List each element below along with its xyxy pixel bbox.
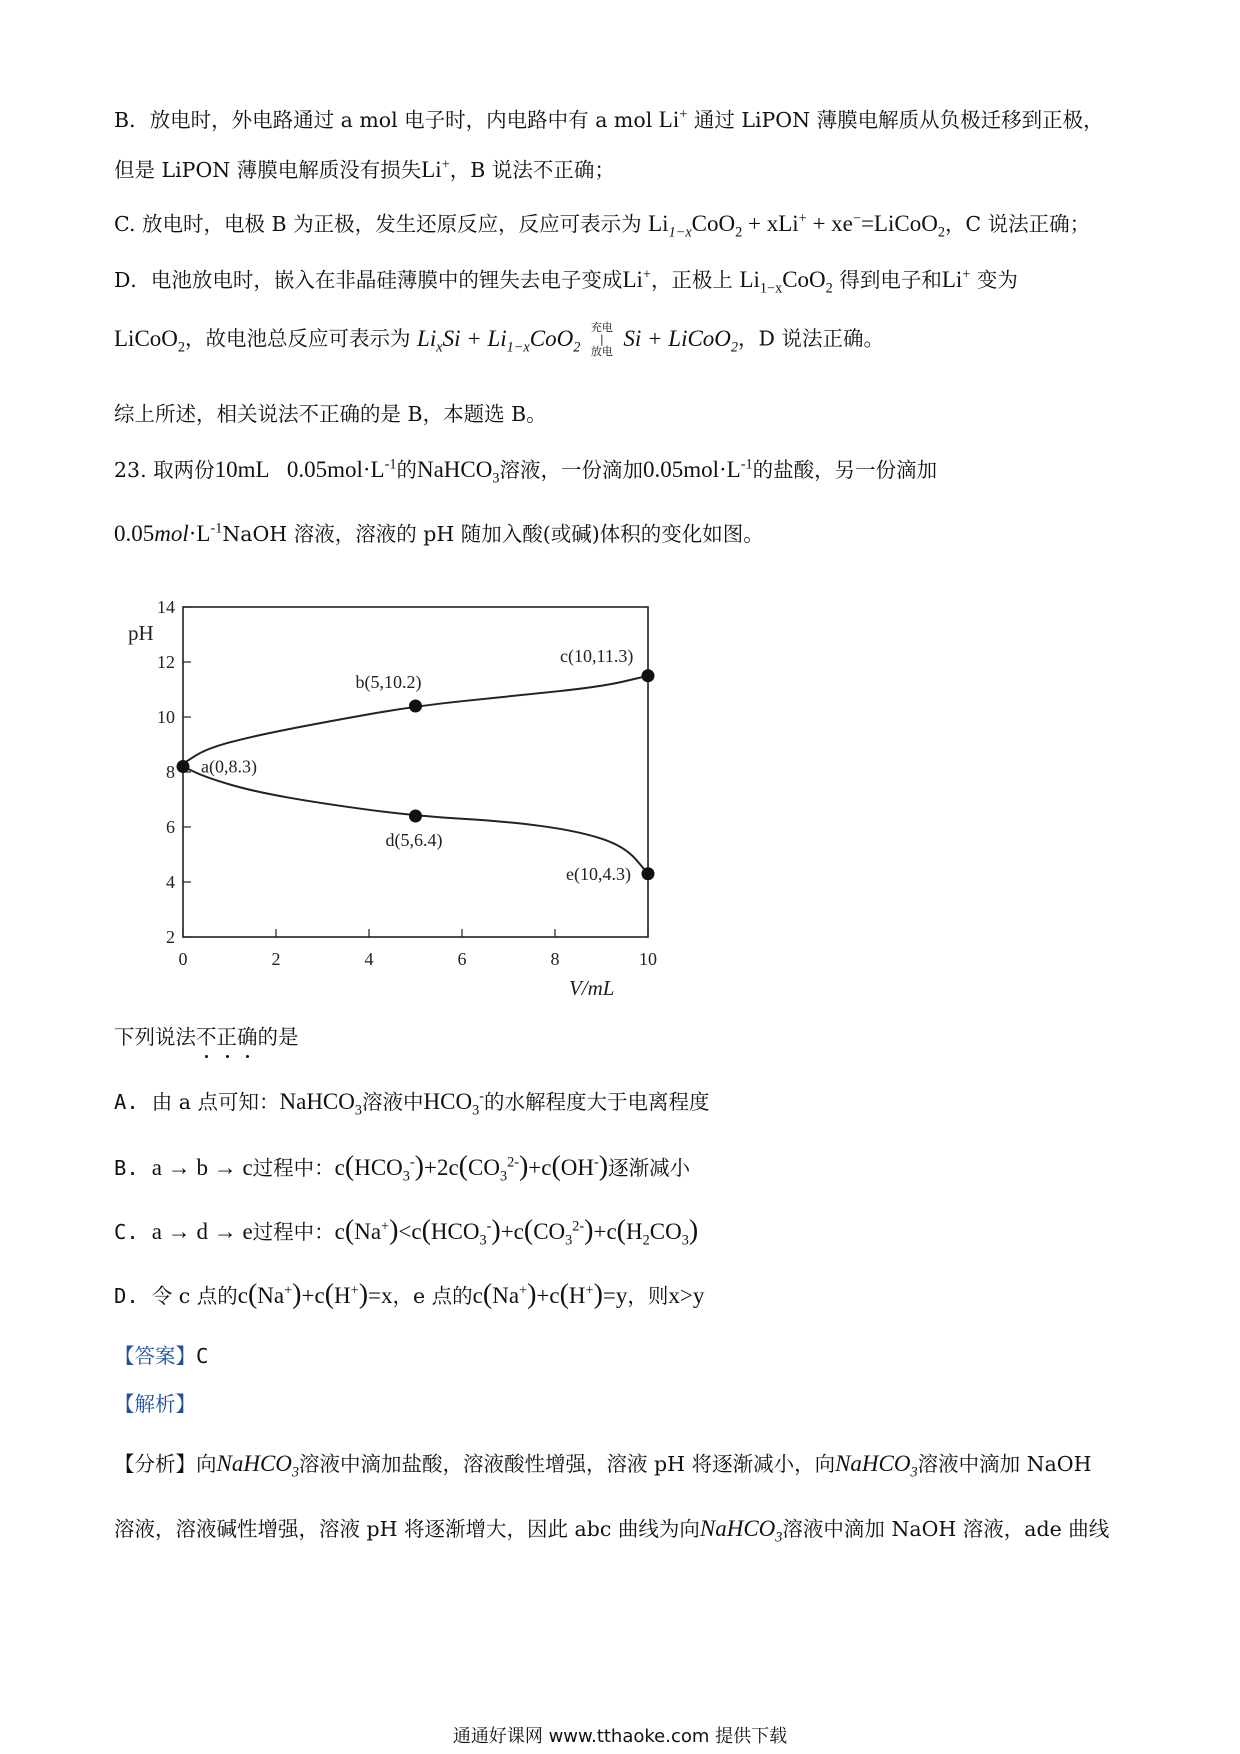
data-point xyxy=(642,867,655,880)
total-reaction-right: Si + LiCoO$_2$ xyxy=(623,325,739,356)
reversible-arrow: 充电 | 放电 xyxy=(590,321,613,358)
question-prompt xyxy=(114,1025,299,1050)
option-b xyxy=(114,1150,690,1186)
x-axis-label: V/mL xyxy=(568,976,615,1000)
arrow-bottom-label: 放电 xyxy=(590,345,613,358)
y-axis-label: pH xyxy=(128,621,154,645)
text: 取两份 xyxy=(153,458,215,482)
text: 的 xyxy=(396,458,417,482)
answer-tag: 【答案】 xyxy=(114,1344,196,1368)
text: 溶液，溶液碱性增强，溶液 pH 将逐渐增大，因此 abc 曲线为向 xyxy=(114,1517,700,1541)
text: ，则 xyxy=(627,1284,669,1308)
analysis-tag-line xyxy=(114,1392,196,1417)
option-b-explain-line-2 xyxy=(114,156,615,184)
option-label: C. xyxy=(114,1220,139,1244)
y-tick-label: 8 xyxy=(166,762,175,782)
point-label: c(10,11.3) xyxy=(560,645,634,666)
y-tick-label: 4 xyxy=(166,872,175,892)
option-label: B. xyxy=(114,1156,139,1180)
question-23-line-1 xyxy=(114,456,937,488)
x-tick-label: 2 xyxy=(271,949,281,969)
expression: c(Na+)+c(H+)=y xyxy=(472,1279,628,1310)
text: ，正极上 xyxy=(650,268,733,292)
point-label: d(5,6.4) xyxy=(385,830,443,850)
analysis-line-1 xyxy=(114,1450,1091,1482)
point-label: e(10,4.3) xyxy=(566,863,631,884)
analysis-tag: 【解析】 xyxy=(114,1392,196,1416)
concentration: $0.05mol\cdot L^{-1}$ xyxy=(114,520,223,546)
y-tick-label: 14 xyxy=(157,597,175,617)
relation: x>y xyxy=(668,1283,705,1308)
data-point xyxy=(409,810,422,823)
text: 过程中： xyxy=(252,1156,335,1180)
x-tick-label: 4 xyxy=(364,949,374,969)
li-ion: Li+ xyxy=(622,266,651,292)
formula: NaHCO$_3$ xyxy=(835,1451,918,1481)
text: 令 c 点的 xyxy=(151,1284,238,1308)
data-point xyxy=(642,669,655,682)
option-label: D. xyxy=(114,1284,139,1308)
text: D．电池放电时，嵌入在非晶硅薄膜中的锂失去电子变成 xyxy=(114,268,623,292)
concentration: $0.05mol\cdot L^{-1}$ xyxy=(642,456,753,482)
formula: NaHCO$_3$ xyxy=(416,457,500,487)
li-ion: Li+ xyxy=(658,106,688,132)
text: 的盐酸，另一份滴加 xyxy=(752,458,938,482)
text: NaOH 溶液，溶液的 pH 随加入酸(或碱)体积的变化如图。 xyxy=(222,522,764,546)
answer-line xyxy=(114,1344,208,1369)
text: 溶液中滴加盐酸，溶液酸性增强，溶液 pH 将逐渐减小，向 xyxy=(299,1452,836,1476)
option-d-explain-line-2 xyxy=(114,322,884,358)
x-tick-label: 0 xyxy=(178,949,188,969)
formula: NaHCO$_3$ xyxy=(216,1451,300,1481)
question-number: 23. xyxy=(114,458,147,482)
total-reaction-left: $Li_xSi + Li_{1-x}CoO_2$ xyxy=(417,325,581,356)
option-a xyxy=(114,1088,709,1120)
formula: LiCoO$_2$ xyxy=(114,325,186,356)
x-tick-label: 6 xyxy=(457,949,467,969)
text: 变为 xyxy=(976,268,1018,292)
option-d xyxy=(114,1278,704,1312)
reaction-equation: $Li_{1-x}CoO_2 + xLi^+$ + xe−=LiCoO$_2$ xyxy=(648,210,945,241)
text: B．放电时，外电路通过 a mol 电子时，内电路中有 a mol xyxy=(114,108,653,132)
ph-chart xyxy=(110,580,670,1000)
text: 【分析】向 xyxy=(114,1452,217,1476)
text: 下列说法 xyxy=(114,1025,196,1049)
question-23-line-2 xyxy=(114,520,764,548)
point-label: a(0,8.3) xyxy=(201,756,257,777)
expression: $c(Na^+)<c(HCO_3^-)+c(CO_3^{2-})+c(H_2CO_3)$ xyxy=(334,1215,699,1249)
li-ion: Li+ xyxy=(941,266,971,292)
li-ion: Li+ xyxy=(421,156,450,182)
process-path: a → b → c xyxy=(151,1155,253,1180)
arrow-top-label: 充电 xyxy=(590,321,613,334)
text: 得到电子和 xyxy=(839,268,942,292)
volume: 10mL $0.05mol\cdot L^{-1}$ xyxy=(214,456,397,482)
x-tick-label: 10 xyxy=(639,949,657,969)
text: 逐渐减小 xyxy=(608,1156,691,1180)
analysis-line-2 xyxy=(114,1515,1109,1547)
formula: NaHCO$_3$ xyxy=(279,1089,363,1119)
option-c-explain-line xyxy=(114,210,1090,242)
option-c xyxy=(114,1214,698,1250)
text: 过程中： xyxy=(252,1220,335,1244)
expression: c(Na+)+c(H+)=x xyxy=(237,1279,393,1310)
text: 但是 LiPON 薄膜电解质没有损失 xyxy=(114,158,422,182)
text: 溶液中滴加 NaOH 溶液，ade 曲线 xyxy=(782,1517,1110,1541)
process-path: a → d → e xyxy=(151,1219,253,1244)
text: C. 放电时，电极 B 为正极，发生还原反应，反应可表示为 xyxy=(114,212,642,236)
text: 溶液中 xyxy=(362,1090,424,1114)
text: 的是 xyxy=(257,1025,299,1049)
expression: $c(HCO_3^-)+2c(CO_3^{2-})+c(OH^-)$ xyxy=(334,1151,609,1185)
summary-line xyxy=(114,402,547,427)
formula: $HCO_3^-$ xyxy=(423,1088,484,1119)
text: ，e 点的 xyxy=(392,1284,473,1308)
text: ，B 说法不正确； xyxy=(449,158,615,182)
text: 溶液中滴加 NaOH xyxy=(917,1452,1092,1476)
text: 溶液，一份滴加 xyxy=(499,458,643,482)
option-label: A. xyxy=(114,1090,139,1114)
text: ，D 说法正确。 xyxy=(738,326,884,351)
text: ，C 说法正确； xyxy=(944,212,1091,236)
text: ，故电池总反应可表示为 xyxy=(185,326,411,351)
page-footer: 通通好课网 www.tthaoke.com 提供下载 xyxy=(452,1726,788,1747)
y-tick-label: 12 xyxy=(157,652,175,672)
x-tick-label: 8 xyxy=(550,949,560,969)
y-tick-label: 2 xyxy=(166,927,175,947)
emphasis: 不正确 xyxy=(196,1025,258,1049)
option-d-explain-line-1 xyxy=(114,266,1018,298)
formula: NaHCO$_3$ xyxy=(699,1516,783,1546)
option-b-explain-line-1 xyxy=(114,106,1104,134)
answer-value: C xyxy=(196,1344,209,1368)
text: 由 a 点可知： xyxy=(151,1090,280,1114)
y-tick-label: 6 xyxy=(166,817,175,837)
text: 综上所述，相关说法不正确的是 B，本题选 B。 xyxy=(114,402,547,426)
data-point xyxy=(177,760,190,773)
y-tick-label: 10 xyxy=(157,707,175,727)
text: 的水解程度大于电离程度 xyxy=(483,1090,710,1114)
data-point xyxy=(409,700,422,713)
formula: $Li_{1-x}CoO_2$ xyxy=(739,267,833,297)
text: 通过 LiPON 薄膜电解质从负极迁移到正极， xyxy=(693,108,1104,132)
point-label: b(5,10.2) xyxy=(355,672,422,692)
